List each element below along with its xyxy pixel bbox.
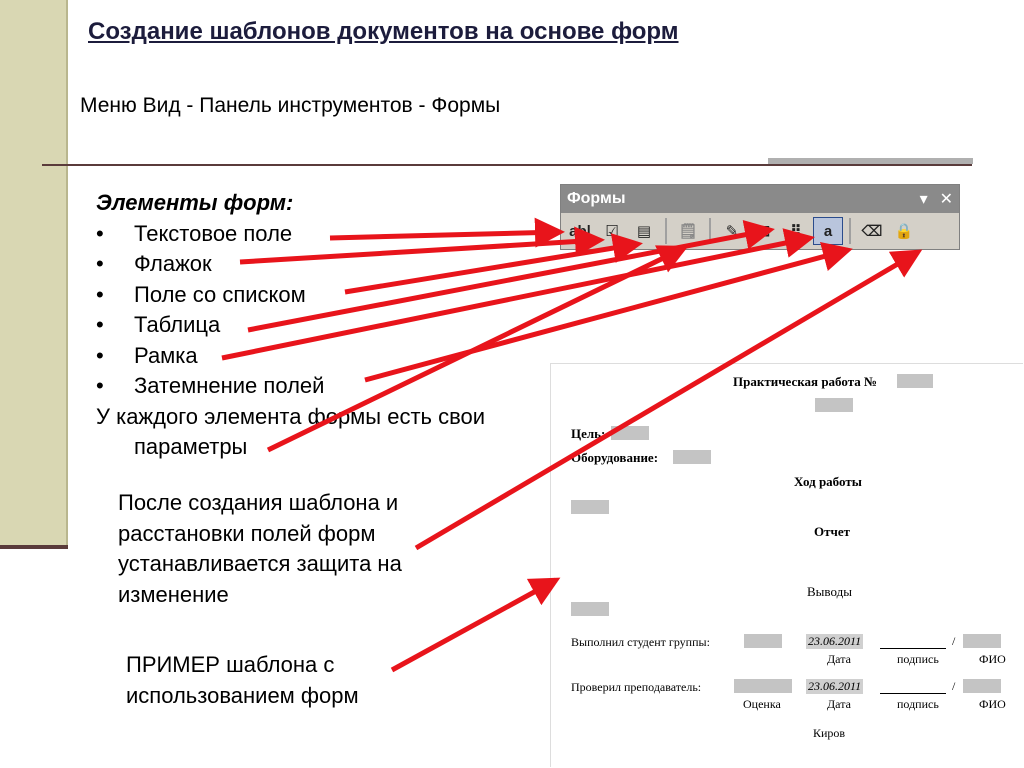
list-item: • Рамка — [96, 342, 198, 368]
doc-teacher-label: Проверил преподаватель: — [571, 680, 702, 694]
reset-fields-icon[interactable]: ⌫ — [861, 223, 883, 240]
insert-table-icon[interactable]: ⊞ — [757, 223, 771, 240]
doc-goal-label: Цель: — [571, 426, 606, 441]
list-item: • Затемнение полей — [96, 373, 325, 398]
doc-signature-label: подпись — [897, 652, 939, 666]
doc-teacher-date[interactable]: 23.06.2011 — [808, 679, 862, 693]
example-text: ПРИМЕР шаблона с использованием форм — [126, 652, 359, 708]
doc-date-label: Дата — [827, 697, 851, 711]
doc-title: Практическая работа № — [733, 374, 878, 389]
doc-equipment-label: Оборудование: — [571, 450, 659, 465]
slide-title: Создание шаблонов документов на основе форм — [88, 18, 679, 45]
doc-grade-label: Оценка — [743, 697, 781, 711]
list-item: • Текстовое поле — [96, 220, 293, 246]
doc-conclusions-heading: Выводы — [807, 584, 852, 599]
doc-progress-heading: Ход работы — [794, 474, 862, 489]
field-shading-icon[interactable]: a — [813, 217, 843, 245]
properties-icon[interactable]: 🗒 — [678, 223, 698, 240]
doc-name-label: ФИО — [979, 697, 1006, 711]
doc-student-label: Выполнил студент группы: — [571, 635, 710, 649]
insert-frame-icon[interactable]: ⠿ — [790, 223, 802, 240]
arrow-parameters — [268, 248, 684, 450]
protection-text: После создания шаблона и расстановки полей форм устанавливается защита на изменение — [118, 490, 402, 607]
slide-subtitle: Меню Вид - Панель инструментов - Формы — [80, 94, 501, 117]
arrow-example — [392, 580, 556, 670]
toolbar-options-icon[interactable]: ▾ — [919, 191, 928, 208]
doc-name-label: ФИО — [979, 652, 1006, 666]
parameters-note-line2: параметры — [134, 434, 248, 459]
list-item: • Таблица — [96, 312, 221, 337]
close-icon[interactable]: ✕ — [939, 191, 953, 208]
doc-date-label: Дата — [827, 652, 851, 666]
doc-slash: / — [952, 679, 956, 693]
parameters-note-line1: У каждого элемента формы есть свои — [96, 403, 486, 429]
list-item: • Флажок — [96, 251, 212, 276]
list-item: • Поле со списком — [96, 281, 306, 307]
form-elements-heading: Элементы форм: — [96, 190, 294, 215]
doc-signature-label: подпись — [897, 697, 939, 711]
combo-box-icon[interactable]: ▤ — [636, 223, 652, 240]
checkbox-icon[interactable]: ☑ — [605, 223, 619, 240]
doc-report-heading: Отчет — [814, 524, 850, 539]
protect-form-icon[interactable]: 🔒 — [894, 223, 914, 240]
doc-student-date[interactable]: 23.06.2011 — [808, 634, 862, 648]
toolbar-title: Формы — [567, 190, 626, 207]
doc-slash: / — [952, 634, 956, 648]
arrow-text-field — [330, 232, 560, 238]
text-field-icon[interactable]: ab| — [569, 222, 591, 240]
doc-city: Киров — [813, 726, 846, 740]
draw-table-icon[interactable]: ✎ — [725, 223, 739, 240]
